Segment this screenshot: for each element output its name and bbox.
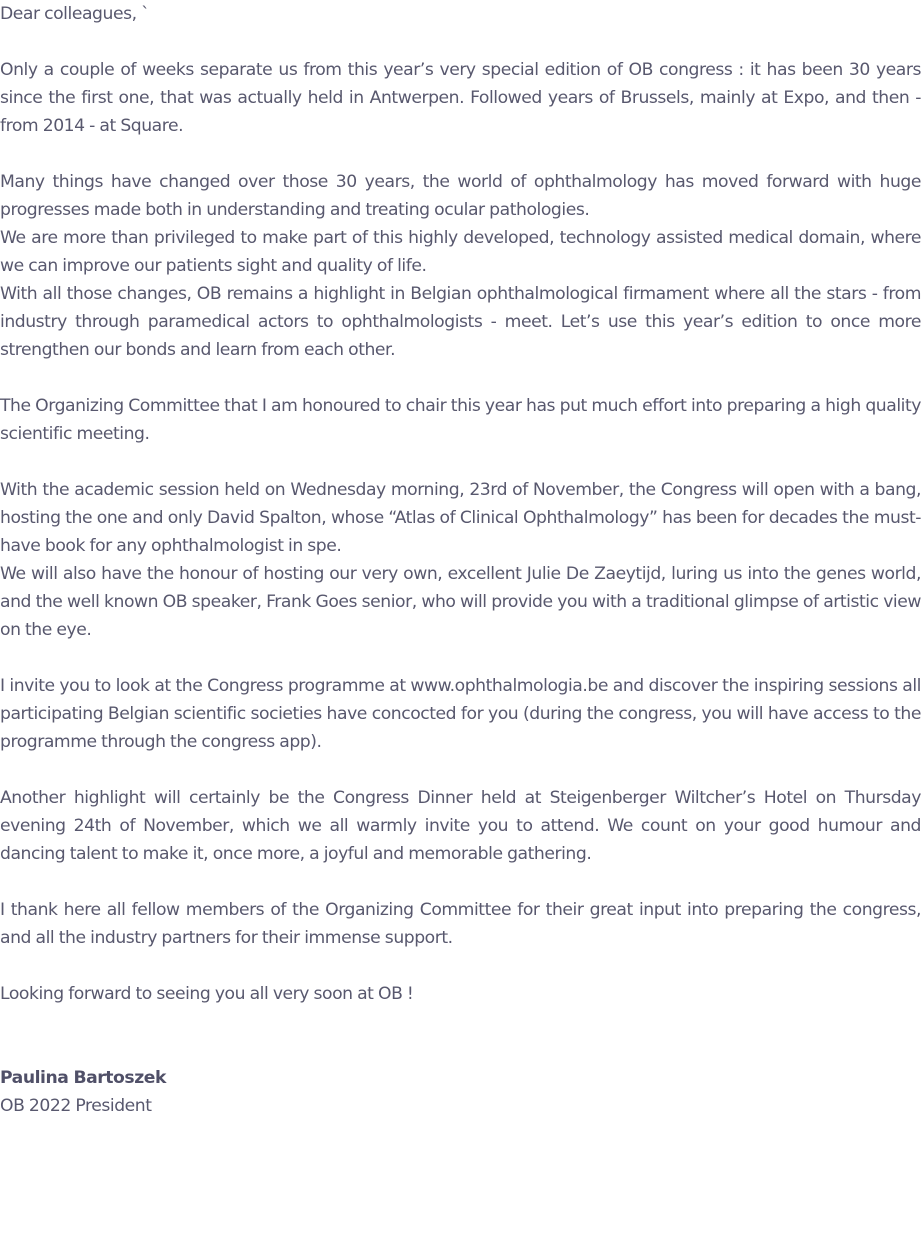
paragraph-privileged-domain: We are more than privileged to make part of this highly developed, technology assisted medical domain, where we can improve our patients sight and quality of life. — [0, 228, 921, 276]
paragraph-programme: I invite you to look at the Congress programme at www.ophthalmologia.be and discover the inspiring sessions all participating Belgian scientific societies have concocted for you (during the congress, you will have access to the programme through the congress app). — [0, 676, 921, 752]
paragraph-organizing-committee: The Organizing Committee that I am honoured to chair this year has put much effort into preparing a high quality scientific meeting. — [0, 396, 921, 444]
paragraph-closing: Looking forward to seeing you all very soon at OB ! — [0, 984, 414, 1004]
paragraph-congress-dinner: Another highlight will certainly be the Congress Dinner held at Steigenberger Wiltcher’s Hotel on Thursday evening 24th of November, which we all warmly invite you to attend. We count on your good humour and dancing talent to make it, once more, a joyful and memorable gathering. — [0, 788, 921, 864]
paragraph-thanks: I thank here all fellow members of the Organizing Committee for their great input into preparing the congress, and all the industry partners for their immense support. — [0, 900, 921, 948]
signature-name: Paulina Bartoszek — [0, 1068, 166, 1088]
paragraph-ob-highlight: With all those changes, OB remains a highlight in Belgian ophthalmological firmament where all the stars - from industry through paramedical actors to ophthalmologists - meet. Let’s use this year’s edition to once more strengthen our bonds and learn from each other. — [0, 284, 921, 360]
paragraph-academic-session: With the academic session held on Wednesday morning, 23rd of November, the Congress will open with a bang, hosting the one and only David Spalton, whose “Atlas of Clinical Ophthalmology” has been for decades the must-have book for any ophthalmologist in spe. — [0, 480, 921, 556]
signature-title: OB 2022 President — [0, 1096, 152, 1116]
paragraph-congress-history: Only a couple of weeks separate us from this year’s very special edition of OB congress : it has been 30 years since the first one, that was actually held in Antwerpen. Followed years of Brussels, mainly at Expo, and then - from 2014 - at Square. — [0, 60, 921, 136]
paragraph-ophthalmology-progress: Many things have changed over those 30 years, the world of ophthalmology has moved forward with huge progresses made both in understanding and treating ocular pathologies. — [0, 172, 921, 220]
paragraph-speakers: We will also have the honour of hosting our very own, excellent Julie De Zaeytijd, luring us into the genes world, and the well known OB speaker, Frank Goes senior, who will provide you with a traditional glimpse of artistic view on the eye. — [0, 564, 921, 640]
salutation: Dear colleagues, ` — [0, 4, 150, 24]
